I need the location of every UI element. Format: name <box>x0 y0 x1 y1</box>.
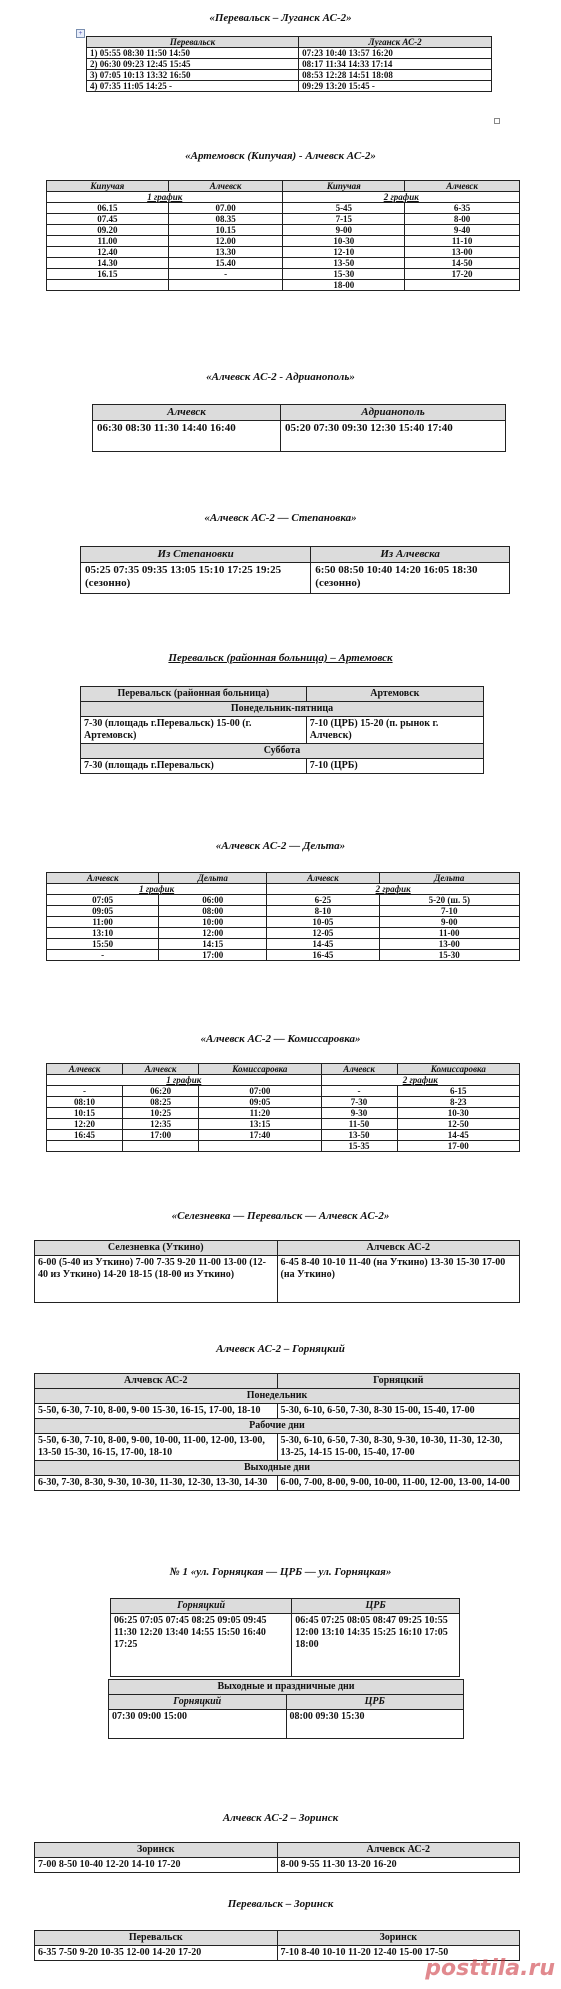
table-cell: 6-00, 7-00, 8-00, 9-00, 10-00, 11-00, 12-00, 13-00, 14-00 <box>277 1476 520 1491</box>
table-cell <box>123 1141 199 1152</box>
table-cell: 10-30 <box>397 1108 519 1119</box>
table-cell: 06:45 07:25 08:05 08:47 09:25 10:55 12:00 13:10 14:35 15:25 16:10 17:05 18:00 <box>292 1614 460 1677</box>
schedule-label: 1 график <box>47 192 283 203</box>
table-cell: 11-50 <box>321 1119 397 1130</box>
column-header: Зоринск <box>277 1931 520 1946</box>
table-cell: 17:40 <box>199 1130 321 1141</box>
schedule-table <box>46 1063 520 1152</box>
table-cell: 06:25 07:05 07:45 08:25 09:05 09:45 11:30 12:20 13:40 14:55 15:50 16:40 17:25 <box>111 1614 292 1677</box>
column-header: Алчевск <box>47 873 159 884</box>
table-cell: 09:05 <box>199 1097 321 1108</box>
table-cell: 14-45 <box>267 939 379 950</box>
table-cell: 14-50 <box>405 258 520 269</box>
table-cell: 13-00 <box>379 939 519 950</box>
column-header: Кипучая <box>47 181 169 192</box>
table-cell: 6-45 8-40 10-10 11-40 (на Уткино) 13-30 15-30 17-00 (на Уткино) <box>277 1256 520 1303</box>
table-cell: 2) 06:30 09:23 12:45 15:45 <box>87 59 299 70</box>
table-cell: 17-00 <box>397 1141 519 1152</box>
table-cell: 06.15 <box>47 203 169 214</box>
schedule-label: 2 график <box>321 1075 519 1086</box>
table-cell: 6-35 7-50 9-20 10-35 12-00 14-20 17-20 <box>35 1946 278 1961</box>
section-title: Алчевск АС-2 – Зоринск <box>222 1812 339 1824</box>
column-header: Зоринск <box>35 1843 278 1858</box>
table-cell: - <box>321 1086 397 1097</box>
column-header: Алчевск <box>47 1064 123 1075</box>
day-label: Понедельник-пятница <box>81 702 484 717</box>
day-label: Рабочие дни <box>35 1419 520 1434</box>
table-cell: 5-50, 6-30, 7-10, 8-00, 9-00 15-30, 16-15, 17-00, 18-10 <box>35 1404 278 1419</box>
table-cell: 10.15 <box>168 225 283 236</box>
column-header: Адрианополь <box>281 405 506 421</box>
table-cell: 8-00 9-55 11-30 13-20 16-20 <box>277 1858 520 1873</box>
table-cell: 05:25 07:35 09:35 13:05 15:10 17:25 19:25 (сезонно) <box>81 563 311 594</box>
table-cell: 12-50 <box>397 1119 519 1130</box>
table-cell: 12.40 <box>47 247 169 258</box>
column-header: Горняцкий <box>109 1695 287 1710</box>
table-cell: 13-50 <box>283 258 405 269</box>
table-cell: 12-10 <box>283 247 405 258</box>
schedule-table <box>80 546 510 594</box>
table-cell: 9-40 <box>405 225 520 236</box>
section-title: «Селезневка — Перевальск — Алчевск АС-2» <box>171 1210 390 1222</box>
schedule-table <box>110 1598 460 1677</box>
weekend-table <box>108 1679 464 1739</box>
table-cell: 08.35 <box>168 214 283 225</box>
column-header: Луганск АС-2 <box>299 37 492 48</box>
table-cell: 4) 07:35 11:05 14:25 - <box>87 81 299 92</box>
column-header: Дельта <box>379 873 519 884</box>
table-cell: 07:23 10:40 13:57 16:20 <box>299 48 492 59</box>
schedule-table <box>46 872 520 961</box>
table-cell: 07:30 09:00 15:00 <box>109 1710 287 1739</box>
schedule-table <box>34 1240 520 1303</box>
table-cell: 8-23 <box>397 1097 519 1108</box>
schedule-label: 1 график <box>47 884 267 895</box>
column-header: Алчевск <box>405 181 520 192</box>
schedule-table <box>46 180 520 291</box>
column-header: Комиссаровка <box>199 1064 321 1075</box>
day-label: Суббота <box>81 744 484 759</box>
table-cell: 12:00 <box>159 928 267 939</box>
column-header: Перевальск <box>87 37 299 48</box>
table-cell: 10:25 <box>123 1108 199 1119</box>
table-cell: 7-15 <box>283 214 405 225</box>
table-cell: 13:15 <box>199 1119 321 1130</box>
schedule-label: 2 график <box>267 884 520 895</box>
column-header: Алчевск АС-2 <box>277 1843 520 1858</box>
table-cell: 6-00 (5-40 из Уткино) 7-00 7-35 9-20 11-00 13-00 (12-40 из Уткино) 14-20 18-15 (18-00 из Уткино) <box>35 1256 278 1303</box>
table-cell: 11:00 <box>47 917 159 928</box>
table-cell: 9-00 <box>283 225 405 236</box>
table-cell: 05:20 07:30 09:30 12:30 15:40 17:40 <box>281 421 506 452</box>
table-cell: 14:15 <box>159 939 267 950</box>
schedule-table <box>34 1373 520 1491</box>
table-cell: - <box>47 950 159 961</box>
table-cell: 09:05 <box>47 906 159 917</box>
table-cell: - <box>168 269 283 280</box>
schedule-table <box>80 686 484 774</box>
table-cell: 7-30 (площадь г.Перевальск) <box>81 759 307 774</box>
table-cell <box>199 1141 321 1152</box>
table-cell: 07:00 <box>199 1086 321 1097</box>
table-cell: 5-30, 6-10, 6-50, 7-30, 8-30 15-00, 15-40, 17-00 <box>277 1404 520 1419</box>
table-cell: 12.00 <box>168 236 283 247</box>
table-cell: 08:17 11:34 14:33 17:14 <box>299 59 492 70</box>
table-cell: 17:00 <box>123 1130 199 1141</box>
day-label: Выходные дни <box>35 1461 520 1476</box>
table-move-handle-icon[interactable]: + <box>76 29 85 38</box>
day-label: Понедельник <box>35 1389 520 1404</box>
table-cell: 7-00 8-50 10-40 12-20 14-10 17-20 <box>35 1858 278 1873</box>
column-header: Горняцкий <box>111 1599 292 1614</box>
table-cell: 1) 05:55 08:30 11:50 14:50 <box>87 48 299 59</box>
table-cell <box>168 280 283 291</box>
table-cell: 11-10 <box>405 236 520 247</box>
table-cell: 08:25 <box>123 1097 199 1108</box>
column-header: Алчевск АС-2 <box>277 1241 520 1256</box>
table-cell: 09:29 13:20 15:45 - <box>299 81 492 92</box>
table-cell: 16:45 <box>47 1130 123 1141</box>
table-cell: 7-10 (ЦРБ) <box>306 759 483 774</box>
section-title: «Алчевск АС-2 - Адрианополь» <box>206 371 355 383</box>
table-cell: 08:00 09:30 15:30 <box>286 1710 464 1739</box>
section-title: «Артемовск (Кипучая) - Алчевск АС-2» <box>185 150 376 162</box>
table-cell: 5-20 (ш. 5) <box>379 895 519 906</box>
section-title: Перевальск (районная больница) – Артемовск <box>168 652 393 664</box>
schedule-table <box>92 404 506 452</box>
section-title: «Алчевск АС-2 — Комиссаровка» <box>200 1033 361 1045</box>
table-cell: 15.40 <box>168 258 283 269</box>
column-header: Комиссаровка <box>397 1064 519 1075</box>
table-cell: 06:30 08:30 11:30 14:40 16:40 <box>93 421 281 452</box>
table-cell: 08:10 <box>47 1097 123 1108</box>
table-cell: 12-05 <box>267 928 379 939</box>
table-cell: 6-15 <box>397 1086 519 1097</box>
table-cell: 12:20 <box>47 1119 123 1130</box>
table-cell: 8-00 <box>405 214 520 225</box>
column-header: Перевальск <box>35 1931 278 1946</box>
table-cell: 6-35 <box>405 203 520 214</box>
section-title: Перевальск – Зоринск <box>227 1898 334 1910</box>
day-label: Выходные и праздничные дни <box>109 1680 464 1695</box>
table-cell <box>47 1141 123 1152</box>
table-cell: 11-00 <box>379 928 519 939</box>
table-cell: 15-35 <box>321 1141 397 1152</box>
table-cell: - <box>47 1086 123 1097</box>
column-header: Алчевск <box>321 1064 397 1075</box>
table-cell: 08:53 12:28 14:51 18:08 <box>299 70 492 81</box>
table-cell: 17-20 <box>405 269 520 280</box>
column-header: Артемовск <box>306 687 483 702</box>
table-resize-handle[interactable] <box>494 118 500 124</box>
schedule-table <box>86 36 492 92</box>
column-header: Кипучая <box>283 181 405 192</box>
table-cell: 5-30, 6-10, 6-50, 7-30, 8-30, 9-30, 10-30, 11-30, 12-30, 13-25, 14-15 15-00, 15-40, 17-00 <box>277 1434 520 1461</box>
schedule-label: 1 график <box>47 1075 322 1086</box>
column-header: Дельта <box>159 873 267 884</box>
table-cell: 17:00 <box>159 950 267 961</box>
column-header: Алчевск <box>267 873 379 884</box>
column-header: ЦРБ <box>292 1599 460 1614</box>
section-title: «Алчевск АС-2 — Дельта» <box>215 840 346 852</box>
table-cell: 14.30 <box>47 258 169 269</box>
table-cell: 16.15 <box>47 269 169 280</box>
table-cell <box>405 280 520 291</box>
table-cell: 10:00 <box>159 917 267 928</box>
table-cell: 10:15 <box>47 1108 123 1119</box>
table-cell: 07:05 <box>47 895 159 906</box>
table-cell: 07.45 <box>47 214 169 225</box>
table-cell: 10-30 <box>283 236 405 247</box>
table-cell: 9-00 <box>379 917 519 928</box>
column-header: Алчевск АС-2 <box>35 1374 278 1389</box>
column-header: Селезневка (Уткино) <box>35 1241 278 1256</box>
table-cell: 8-10 <box>267 906 379 917</box>
table-cell: 7-30 (площадь г.Перевальск) 15-00 (г. Артемовск) <box>81 717 307 744</box>
table-cell: 7-10 <box>379 906 519 917</box>
column-header: Алчевск <box>93 405 281 421</box>
schedule-label: 2 график <box>283 192 520 203</box>
table-cell: 18-00 <box>283 280 405 291</box>
column-header: Из Алчевска <box>311 547 510 563</box>
column-header: Алчевск <box>123 1064 199 1075</box>
table-cell: 5-50, 6-30, 7-10, 8-00, 9-00, 10-00, 11-00, 12-00, 13-00, 13-50 15-30, 16-15, 17-00, 18-10 <box>35 1434 278 1461</box>
table-cell: 5-45 <box>283 203 405 214</box>
watermark-logo: posttila.ru <box>425 1956 555 1981</box>
table-cell: 07.00 <box>168 203 283 214</box>
section-title: Алчевск АС-2 – Горняцкий <box>216 1343 345 1355</box>
table-cell: 15:50 <box>47 939 159 950</box>
table-cell: 13-00 <box>405 247 520 258</box>
table-cell: 3) 07:05 10:13 13:32 16:50 <box>87 70 299 81</box>
table-cell: 14-45 <box>397 1130 519 1141</box>
table-cell: 7-10 (ЦРБ) 15-20 (п. рынок г. Алчевск) <box>306 717 483 744</box>
table-cell: 7-10 8-40 10-10 11-20 12-40 15-00 17-50 <box>277 1946 520 1961</box>
table-cell: 15-30 <box>283 269 405 280</box>
section-title: «Перевальск – Луганск АС-2» <box>209 12 352 24</box>
column-header: Перевальск (районная больница) <box>81 687 307 702</box>
table-cell: 15-30 <box>379 950 519 961</box>
table-cell: 7-30 <box>321 1097 397 1108</box>
table-cell: 13-50 <box>321 1130 397 1141</box>
column-header: ЦРБ <box>286 1695 464 1710</box>
section-title: № 1 «ул. Горняцкая — ЦРБ — ул. Горняцкая» <box>169 1566 392 1578</box>
table-cell: 06:20 <box>123 1086 199 1097</box>
table-cell: 6:50 08:50 10:40 14:20 16:05 18:30 (сезонно) <box>311 563 510 594</box>
table-cell: 11:20 <box>199 1108 321 1119</box>
table-cell: 6-25 <box>267 895 379 906</box>
schedule-table <box>34 1842 520 1873</box>
table-cell: 10-05 <box>267 917 379 928</box>
table-cell: 11.00 <box>47 236 169 247</box>
table-cell: 16-45 <box>267 950 379 961</box>
table-cell <box>47 280 169 291</box>
table-cell: 6-30, 7-30, 8-30, 9-30, 10-30, 11-30, 12-30, 13-30, 14-30 <box>35 1476 278 1491</box>
table-cell: 08:00 <box>159 906 267 917</box>
table-cell: 9-30 <box>321 1108 397 1119</box>
table-cell: 06:00 <box>159 895 267 906</box>
section-title: «Алчевск АС-2 — Степановка» <box>204 512 357 524</box>
column-header: Горняцкий <box>277 1374 520 1389</box>
table-cell: 09.20 <box>47 225 169 236</box>
column-header: Из Степановки <box>81 547 311 563</box>
table-cell: 13.30 <box>168 247 283 258</box>
table-cell: 12:35 <box>123 1119 199 1130</box>
column-header: Алчевск <box>168 181 283 192</box>
table-cell: 13:10 <box>47 928 159 939</box>
